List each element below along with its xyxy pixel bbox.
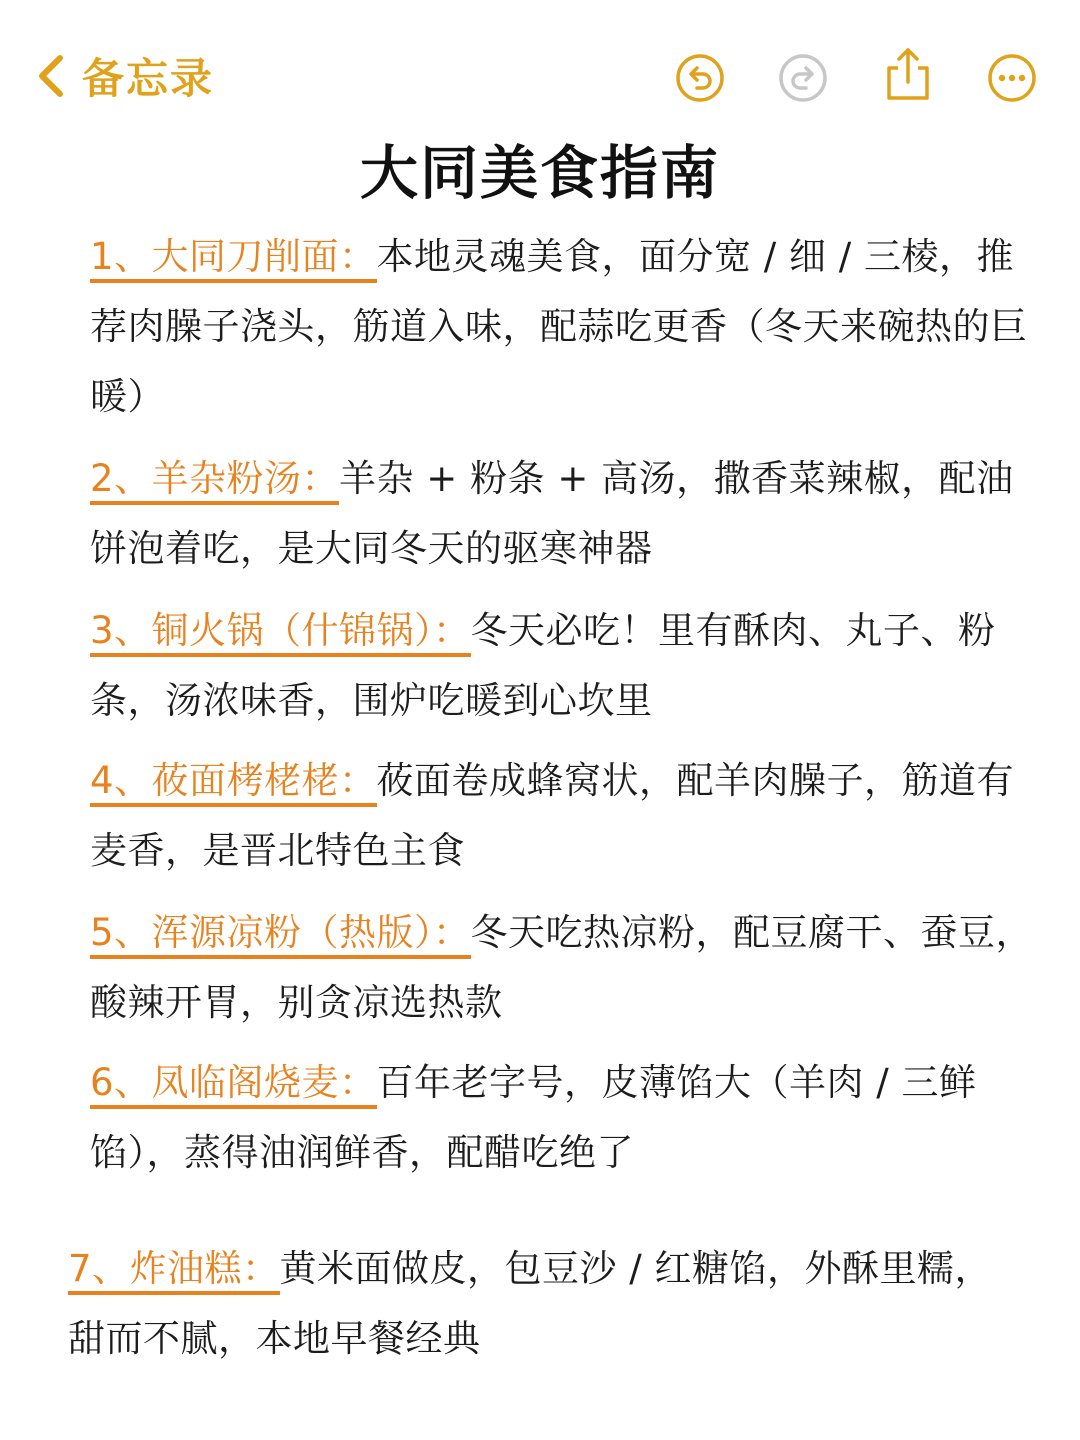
more-button[interactable] bbox=[986, 52, 1038, 104]
undo-icon bbox=[674, 52, 726, 104]
item-text: 冬天必吃！里有酥肉、丸子、粉条，汤浓味香，围炉吃暖到心坎里 bbox=[90, 609, 996, 722]
share-icon bbox=[882, 44, 934, 104]
note-title: 大同美食指南 bbox=[359, 139, 720, 207]
item-heading: 1、大同刀削面： bbox=[90, 235, 377, 283]
item-text: 黄米面做皮，包豆沙 / 红糖馅，外酥里糯，甜而不腻，本地早餐经典 bbox=[68, 1247, 993, 1360]
list-item bbox=[90, 746, 1040, 886]
list-item bbox=[90, 898, 1040, 1038]
list-item bbox=[90, 222, 1040, 432]
list-item bbox=[68, 1234, 1018, 1374]
undo-button[interactable] bbox=[674, 52, 726, 104]
navigation-bar bbox=[0, 0, 1080, 130]
item-heading: 3、铜火锅（什锦锅）： bbox=[90, 609, 471, 657]
item-text: 本地灵魂美食，面分宽 / 细 / 三棱，推荐肉臊子浇头，筋道入味，配蒜吃更香（冬天来碗热的巨暖） bbox=[90, 235, 1028, 418]
item-heading: 2、羊杂粉汤： bbox=[90, 457, 339, 505]
item-heading: 4、莜面栲栳栳： bbox=[90, 759, 377, 807]
share-button[interactable] bbox=[882, 44, 934, 104]
redo-icon bbox=[777, 52, 829, 104]
back-button[interactable] bbox=[36, 46, 214, 106]
chevron-left-icon bbox=[36, 54, 66, 98]
item-heading: 6、凤临阁烧麦： bbox=[90, 1061, 377, 1109]
more-icon bbox=[986, 52, 1038, 104]
back-label: 备忘录 bbox=[82, 54, 215, 103]
item-heading: 7、炸油糕： bbox=[68, 1247, 280, 1295]
item-text: 百年老字号，皮薄馅大（羊肉 / 三鲜馅），蒸得油润鲜香，配醋吃绝了 bbox=[90, 1061, 977, 1174]
redo-button[interactable] bbox=[777, 52, 829, 104]
list-item bbox=[90, 596, 1040, 736]
item-heading: 5、浑源凉粉（热版）： bbox=[90, 911, 471, 959]
item-text: 羊杂 + 粉条 + 高汤，撒香菜辣椒，配油饼泡着吃，是大同冬天的驱寒神器 bbox=[90, 457, 1014, 570]
list-item bbox=[90, 444, 1040, 584]
item-text: 冬天吃热凉粉，配豆腐干、蚕豆，酸辣开胃，别贪凉选热款 bbox=[90, 911, 1034, 1024]
list-item bbox=[90, 1048, 1040, 1188]
item-text: 莜面卷成蜂窝状，配羊肉臊子，筋道有麦香，是晋北特色主食 bbox=[90, 759, 1015, 872]
